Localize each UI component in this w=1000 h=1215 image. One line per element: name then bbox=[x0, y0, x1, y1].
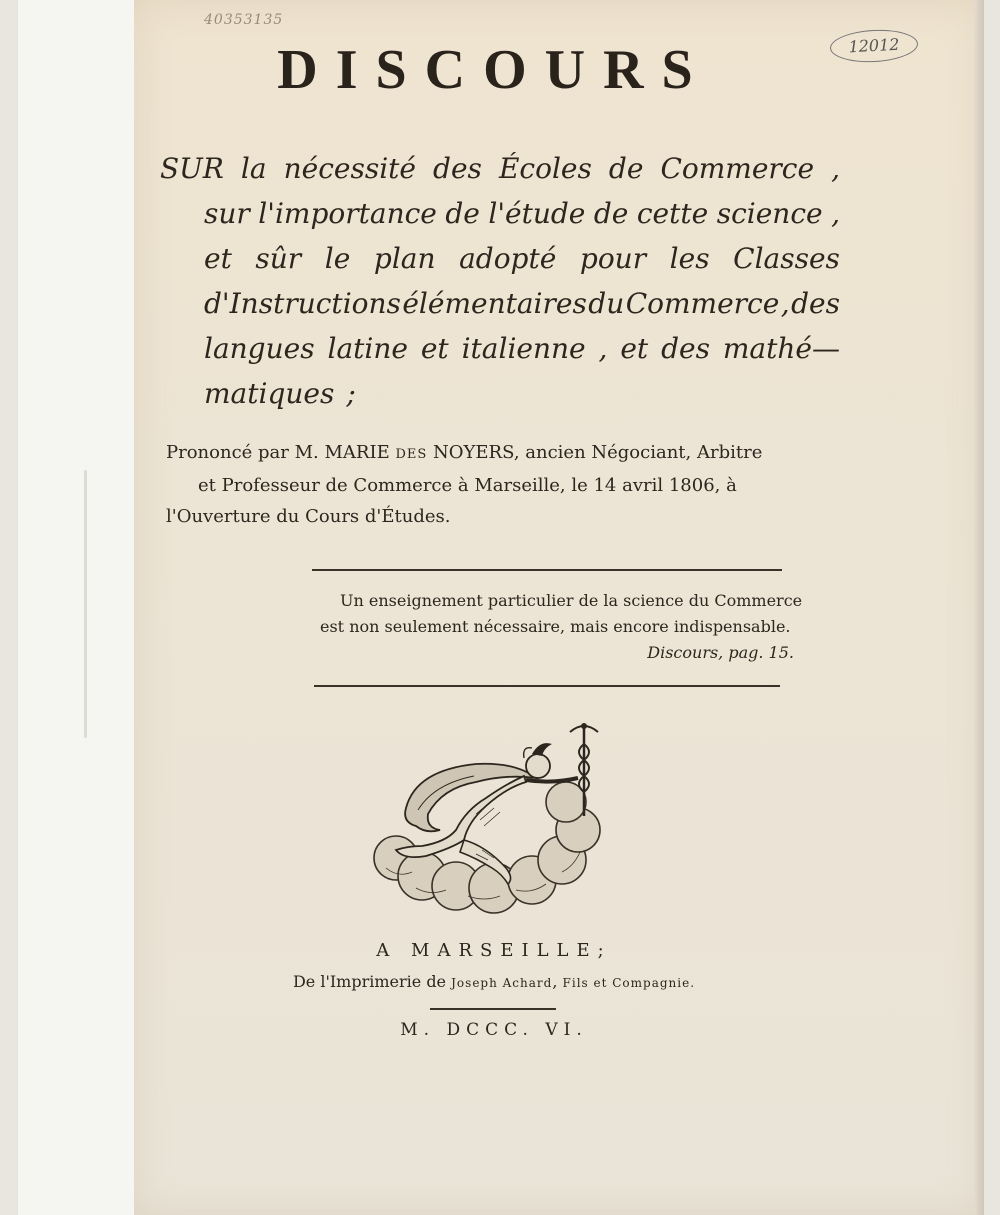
subtitle-word: des bbox=[433, 152, 482, 185]
subtitle-line-6 bbox=[160, 371, 840, 416]
subtitle-word: science bbox=[716, 197, 823, 230]
subtitle-word: SUR bbox=[160, 152, 224, 185]
subtitle-word: de bbox=[593, 197, 629, 230]
epigraph-line-2: est non seulement nécessaire, mais encore indispensable. bbox=[320, 617, 791, 636]
author-statement bbox=[166, 437, 826, 532]
divider-top bbox=[312, 569, 782, 571]
subtitle-word: nécessité bbox=[283, 152, 416, 185]
printer-suffix: Fils et Compagnie. bbox=[562, 976, 696, 990]
imprint-place: A MARSEILLE; bbox=[376, 940, 612, 961]
subtitle-word: les bbox=[669, 242, 710, 275]
binding-strip bbox=[18, 0, 135, 1215]
library-stamp: 12012 bbox=[829, 28, 919, 65]
author-line-3: l'Ouverture du Cours d'Études. bbox=[166, 506, 451, 527]
main-title: DISCOURS bbox=[277, 39, 711, 101]
subtitle-word: , bbox=[831, 152, 840, 185]
epigraph-line-1: Un enseignement particulier de la science du Commerce bbox=[340, 591, 803, 610]
imprint-year: M. DCCC. VI. bbox=[400, 1020, 588, 1040]
subtitle-line-5 bbox=[160, 326, 840, 371]
subtitle-word: et bbox=[620, 332, 649, 365]
subtitle-word: le bbox=[324, 242, 351, 275]
subtitle-word: et bbox=[420, 332, 449, 365]
subtitle-word: du bbox=[588, 287, 625, 320]
subtitle-word: , bbox=[831, 197, 840, 230]
subtitle-word: d'Instructions bbox=[204, 287, 401, 320]
title-page bbox=[134, 0, 984, 1215]
divider-bottom bbox=[314, 685, 780, 687]
printer-name: Joseph Achard bbox=[451, 976, 553, 990]
epigraph bbox=[320, 588, 816, 666]
author-line-1: Prononcé par M. MARIE DES NOYERS, ancien Négociant, Arbitre bbox=[166, 442, 763, 463]
subtitle-word: plan bbox=[373, 242, 436, 275]
author-name-last: NOYERS bbox=[433, 442, 514, 463]
imprint-rule bbox=[430, 1008, 556, 1010]
subtitle-word: des bbox=[661, 332, 710, 365]
author-name-particle: DES bbox=[395, 447, 428, 462]
author-line-2: et Professeur de Commerce à Marseille, le 14 avril 1806, à bbox=[198, 475, 737, 496]
subtitle-word: Commerce bbox=[660, 152, 815, 185]
subtitle-word: italienne bbox=[461, 332, 586, 365]
author-name-first: MARIE bbox=[324, 442, 390, 463]
subtitle-word: cette bbox=[636, 197, 709, 230]
subtitle-word: sûr bbox=[255, 242, 302, 275]
subtitle-word: Commerce bbox=[625, 287, 780, 320]
subtitle-word: de bbox=[608, 152, 644, 185]
subtitle-word: Classes bbox=[733, 242, 840, 275]
subtitle-block bbox=[160, 146, 840, 416]
subtitle-word: mathé— bbox=[722, 332, 840, 365]
subtitle-word: , bbox=[598, 332, 608, 365]
shelfmark-annotation: 40353135 bbox=[204, 12, 284, 28]
subtitle-line-2 bbox=[160, 191, 840, 236]
subtitle-word: , bbox=[780, 287, 790, 320]
subtitle-line-1 bbox=[160, 146, 840, 191]
page-edge bbox=[974, 0, 984, 1215]
subtitle-word: et bbox=[204, 242, 232, 275]
subtitle-word: des bbox=[791, 287, 840, 320]
subtitle-word: l'importance bbox=[258, 197, 437, 230]
imprint-printer: De l'Imprimerie de Joseph Achard, Fils et Compagnie. bbox=[292, 972, 696, 991]
subtitle-word: ; bbox=[346, 377, 356, 410]
mercury-vignette-icon bbox=[356, 718, 616, 918]
subtitle-word: langues bbox=[204, 332, 315, 365]
subtitle-word: la bbox=[240, 152, 267, 185]
subtitle-word: pour bbox=[579, 242, 647, 275]
subtitle-line-4 bbox=[160, 281, 840, 326]
binding-thread bbox=[84, 470, 87, 738]
subtitle-word: sur bbox=[204, 197, 250, 230]
subtitle-word: l'étude bbox=[488, 197, 586, 230]
subtitle-word: adopté bbox=[459, 242, 557, 275]
subtitle-word: de bbox=[445, 197, 480, 230]
subtitle-word: latine bbox=[327, 332, 408, 365]
epigraph-source: Discours, pag. 15. bbox=[647, 643, 794, 662]
subtitle-line-3 bbox=[160, 236, 840, 281]
subtitle-word: élémentaires bbox=[402, 287, 587, 320]
subtitle-word: Écoles bbox=[498, 152, 592, 185]
subtitle-word: matiques bbox=[204, 377, 335, 410]
